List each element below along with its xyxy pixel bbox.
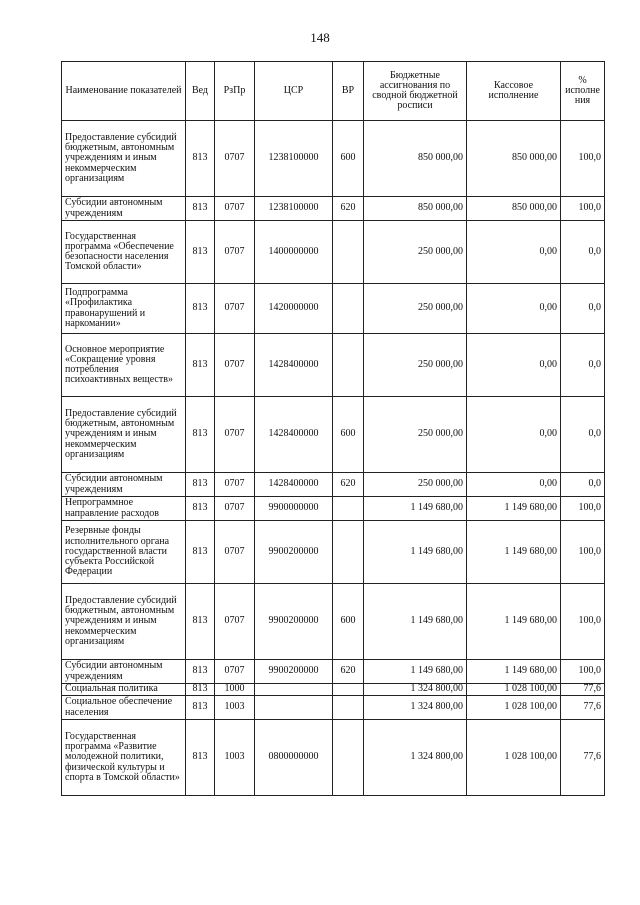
row-csr <box>255 684 333 696</box>
header-rzpr: РзПр <box>215 62 255 121</box>
row-ved: 813 <box>186 473 215 497</box>
row-name: Субсидии автономным учреждениям <box>62 660 186 684</box>
row-assigned: 1 149 680,00 <box>364 584 467 660</box>
row-assigned: 1 149 680,00 <box>364 660 467 684</box>
header-assigned: Бюджетные ассигнования по сводной бюджетной росписи <box>364 62 467 121</box>
row-csr: 9900200000 <box>255 521 333 584</box>
row-pct: 100,0 <box>561 660 605 684</box>
row-ved: 813 <box>186 497 215 521</box>
row-assigned: 850 000,00 <box>364 121 467 197</box>
row-pct: 0,0 <box>561 221 605 284</box>
row-vr <box>333 696 364 720</box>
row-csr: 1420000000 <box>255 284 333 334</box>
row-ved: 813 <box>186 660 215 684</box>
row-rzpr: 0707 <box>215 660 255 684</box>
row-cash: 850 000,00 <box>467 197 561 221</box>
row-name: Субсидии автономным учреждениям <box>62 197 186 221</box>
row-ved: 813 <box>186 696 215 720</box>
row-ved: 813 <box>186 121 215 197</box>
row-rzpr: 0707 <box>215 334 255 397</box>
row-vr <box>333 284 364 334</box>
row-cash: 1 149 680,00 <box>467 660 561 684</box>
row-pct: 0,0 <box>561 334 605 397</box>
row-name: Резервные фонды исполнительного органа государственной власти субъекта Российской Федерации <box>62 521 186 584</box>
table-row <box>62 696 605 720</box>
row-assigned: 250 000,00 <box>364 334 467 397</box>
table-row <box>62 397 605 473</box>
row-assigned: 1 149 680,00 <box>364 497 467 521</box>
row-ved: 813 <box>186 684 215 696</box>
row-csr: 1238100000 <box>255 121 333 197</box>
row-vr: 620 <box>333 473 364 497</box>
row-cash: 1 028 100,00 <box>467 720 561 796</box>
header-name: Наименование показателей <box>62 62 186 121</box>
table-row <box>62 720 605 796</box>
row-pct: 0,0 <box>561 473 605 497</box>
header-csr: ЦСР <box>255 62 333 121</box>
row-vr <box>333 497 364 521</box>
row-rzpr: 0707 <box>215 221 255 284</box>
table-row <box>62 684 605 696</box>
row-csr <box>255 696 333 720</box>
row-cash: 0,00 <box>467 284 561 334</box>
row-pct: 0,0 <box>561 397 605 473</box>
row-csr: 1428400000 <box>255 334 333 397</box>
table-row <box>62 660 605 684</box>
row-vr <box>333 720 364 796</box>
row-vr <box>333 221 364 284</box>
header-pct: % исполне ния <box>561 62 605 121</box>
row-cash: 1 149 680,00 <box>467 584 561 660</box>
page-number: 148 <box>310 30 330 45</box>
row-name: Государственная программа «Обеспечение безопасности населения Томской области» <box>62 221 186 284</box>
row-cash: 0,00 <box>467 397 561 473</box>
row-vr: 600 <box>333 397 364 473</box>
row-rzpr: 0707 <box>215 497 255 521</box>
row-csr: 0800000000 <box>255 720 333 796</box>
header-cash: Кассовое исполнение <box>467 62 561 121</box>
row-cash: 0,00 <box>467 221 561 284</box>
header-row <box>62 62 605 121</box>
row-csr: 9900000000 <box>255 497 333 521</box>
budget-table <box>61 61 605 796</box>
row-pct: 77,6 <box>561 720 605 796</box>
row-ved: 813 <box>186 397 215 473</box>
row-vr <box>333 334 364 397</box>
row-rzpr: 1003 <box>215 696 255 720</box>
row-pct: 0,0 <box>561 284 605 334</box>
row-pct: 77,6 <box>561 696 605 720</box>
row-csr: 1428400000 <box>255 473 333 497</box>
row-vr <box>333 684 364 696</box>
row-csr: 1238100000 <box>255 197 333 221</box>
row-assigned: 1 324 800,00 <box>364 720 467 796</box>
table-row <box>62 497 605 521</box>
row-pct: 100,0 <box>561 521 605 584</box>
row-ved: 813 <box>186 720 215 796</box>
row-ved: 813 <box>186 221 215 284</box>
row-pct: 77,6 <box>561 684 605 696</box>
row-pct: 100,0 <box>561 197 605 221</box>
row-csr: 9900200000 <box>255 584 333 660</box>
row-pct: 100,0 <box>561 584 605 660</box>
row-assigned: 1 149 680,00 <box>364 521 467 584</box>
table-row <box>62 473 605 497</box>
table-row <box>62 521 605 584</box>
table-row <box>62 584 605 660</box>
row-ved: 813 <box>186 197 215 221</box>
row-vr: 600 <box>333 121 364 197</box>
row-csr: 1400000000 <box>255 221 333 284</box>
row-name: Основное мероприятие «Сокращение уровня потребления психоактивных веществ» <box>62 334 186 397</box>
row-name: Государственная программа «Развитие молодежной политики, физической культуры и спорта в Томской области» <box>62 720 186 796</box>
row-name: Социальное обеспечение населения <box>62 696 186 720</box>
row-assigned: 850 000,00 <box>364 197 467 221</box>
header-ved: Вед <box>186 62 215 121</box>
row-cash: 1 149 680,00 <box>467 497 561 521</box>
table-row <box>62 121 605 197</box>
table-row <box>62 221 605 284</box>
row-pct: 100,0 <box>561 497 605 521</box>
row-vr: 620 <box>333 197 364 221</box>
header-vr: ВР <box>333 62 364 121</box>
row-assigned: 250 000,00 <box>364 473 467 497</box>
row-assigned: 250 000,00 <box>364 397 467 473</box>
row-ved: 813 <box>186 284 215 334</box>
row-name: Предоставление субсидий бюджетным, автономным учреждениям и иным некоммерческим организациям <box>62 584 186 660</box>
row-rzpr: 0707 <box>215 521 255 584</box>
row-name: Предоставление субсидий бюджетным, автономным учреждениям и иным некоммерческим организациям <box>62 121 186 197</box>
row-rzpr: 0707 <box>215 584 255 660</box>
row-assigned: 1 324 800,00 <box>364 696 467 720</box>
row-cash: 0,00 <box>467 473 561 497</box>
row-rzpr: 0707 <box>215 197 255 221</box>
row-rzpr: 1003 <box>215 720 255 796</box>
row-ved: 813 <box>186 334 215 397</box>
row-vr <box>333 521 364 584</box>
row-rzpr: 0707 <box>215 121 255 197</box>
row-name: Социальная политика <box>62 684 186 696</box>
table-row <box>62 334 605 397</box>
row-rzpr: 0707 <box>215 284 255 334</box>
row-name: Непрограммное направление расходов <box>62 497 186 521</box>
row-assigned: 1 324 800,00 <box>364 684 467 696</box>
row-rzpr: 1000 <box>215 684 255 696</box>
row-cash: 0,00 <box>467 334 561 397</box>
row-name: Подпрограмма «Профилактика правонарушений и наркомании» <box>62 284 186 334</box>
row-cash: 850 000,00 <box>467 121 561 197</box>
table-row <box>62 284 605 334</box>
row-csr: 9900200000 <box>255 660 333 684</box>
row-rzpr: 0707 <box>215 397 255 473</box>
row-vr: 600 <box>333 584 364 660</box>
row-rzpr: 0707 <box>215 473 255 497</box>
row-ved: 813 <box>186 584 215 660</box>
row-assigned: 250 000,00 <box>364 284 467 334</box>
row-csr: 1428400000 <box>255 397 333 473</box>
row-pct: 100,0 <box>561 121 605 197</box>
row-vr: 620 <box>333 660 364 684</box>
table-row <box>62 197 605 221</box>
row-ved: 813 <box>186 521 215 584</box>
row-assigned: 250 000,00 <box>364 221 467 284</box>
row-name: Предоставление субсидий бюджетным, автономным учреждениям и иным некоммерческим организациям <box>62 397 186 473</box>
row-cash: 1 149 680,00 <box>467 521 561 584</box>
row-cash: 1 028 100,00 <box>467 684 561 696</box>
row-name: Субсидии автономным учреждениям <box>62 473 186 497</box>
row-cash: 1 028 100,00 <box>467 696 561 720</box>
